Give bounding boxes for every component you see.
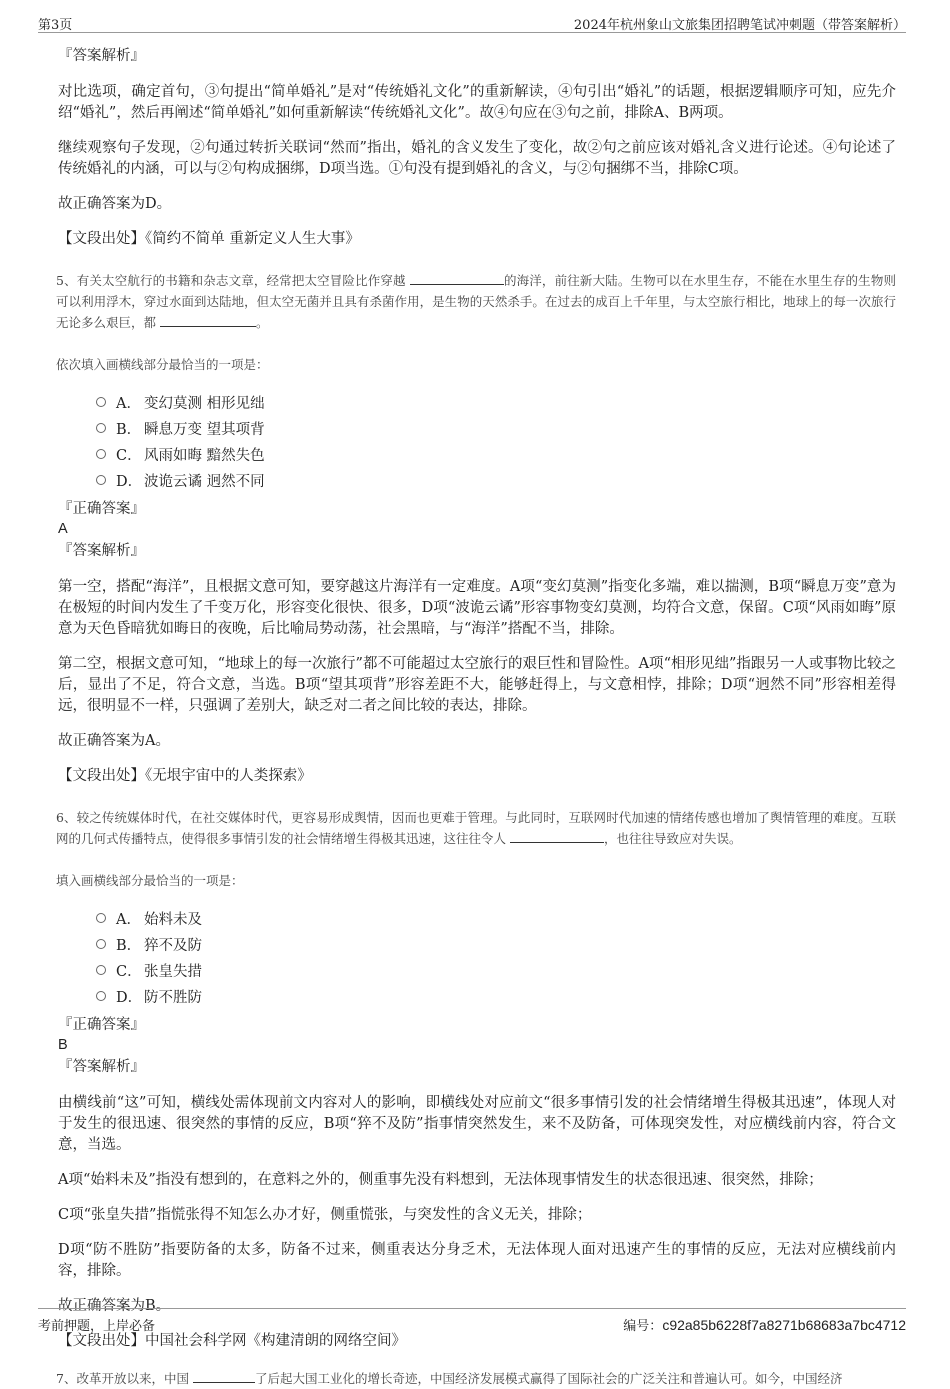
analysis-paragraph: D项“防不胜防”指要防备的太多，防备不过来，侧重表达分身乏术，无法体现人面对迅速产生的事情的反应，无法对应横线前内容，排除。 <box>58 1242 896 1279</box>
analysis-paragraph: 继续观察句子发现，②句通过转折关联词“然而”指出，婚礼的含义发生了变化，故②句之前应该对婚礼含义进行论述。④句论述了传统婚礼的内涵，可以与②句构成捆绑，D项当选。①句没有提到婚礼的含义，与②句捆绑不当，排除C项。 <box>58 140 896 177</box>
analysis-paragraph: C项“张皇失措”指慌张得不知怎么办才好，侧重慌张，与突发性的含义无关，排除； <box>58 1207 592 1223</box>
question-6-text: 6、较之传统媒体时代，在社交媒体时代，更容易形成舆情，因而也更难于管理。与此同时，互联网时代加速的情绪传感也增加了舆情管理的难度。互联网的几何式传播特点，使得很多事情引发的社会情绪增生得极其迅速，这往往令人 ，也往往导致应对失误。 <box>56 810 896 846</box>
fill-blank <box>510 830 604 843</box>
fill-blank <box>160 314 256 327</box>
footer-slogan: 考前押题，上岸必备 <box>38 1319 156 1334</box>
option-b[interactable]: B． 瞬息万变 望其项背 <box>96 415 896 441</box>
analysis-label: 『答案解析』 <box>58 1059 145 1075</box>
option-d[interactable]: D． 波诡云谲 迥然不同 <box>96 467 896 493</box>
analysis-paragraph: 对比选项，确定首句，③句提出“简单婚礼”是对“传统婚礼文化”的重新解读，④句引出“婚礼”的话题，根据逻辑顺序可知，应先介绍“婚礼”，然后再阐述“简单婚礼”如何重新解读“传统婚礼文化”。故④句应在③句之前，排除A、B两项。 <box>58 84 896 121</box>
radio-icon[interactable] <box>96 449 106 459</box>
analysis-paragraph: 第一空，搭配“海洋”，且根据文意可知，要穿越这片海洋有一定难度。A项“变幻莫测”指变化多端，难以揣测，B项“瞬息万变”意为在极短的时间内发生了千变万化，形容变化很快、很多，D项“波诡云谲”形容事物变幻莫测，均符合文意，保留。C项“风雨如晦”原意为天色昏暗犹如晦日的夜晚，后比喻局势动荡，社会黑暗，与“海洋”搭配不当，排除。 <box>58 579 896 637</box>
question-6-prompt: 填入画横线部分最恰当的一项是： <box>56 873 244 888</box>
question-5-options <box>96 389 896 493</box>
radio-icon[interactable] <box>96 965 106 975</box>
analysis-conclusion: 故正确答案为B。 <box>58 1298 171 1314</box>
correct-answer-label: 『正确答案』 <box>58 501 145 517</box>
correct-answer-value: B <box>58 1037 68 1053</box>
page-footer <box>38 1308 906 1334</box>
radio-icon[interactable] <box>96 913 106 923</box>
radio-icon[interactable] <box>96 475 106 485</box>
question-5-prompt: 依次填入画横线部分最恰当的一项是： <box>56 357 269 372</box>
radio-icon[interactable] <box>96 991 106 1001</box>
option-c[interactable]: C． 风雨如晦 黯然失色 <box>96 441 896 467</box>
radio-icon[interactable] <box>96 939 106 949</box>
analysis-conclusion: 故正确答案为A。 <box>58 733 170 749</box>
document-code: 编号：c92a85b6228f7a8271b68683a7bc4712 <box>623 1317 906 1334</box>
source-citation: 【文段出处】中国社会科学网《构建清朗的网络空间》 <box>58 1333 406 1349</box>
option-a[interactable]: A． 始料未及 <box>96 905 896 931</box>
analysis-paragraph: A项“始料未及”指没有想到的，在意料之外的，侧重事先没有料想到，无法体现事情发生的状态很迅速、很突然，排除； <box>58 1172 823 1188</box>
analysis-paragraph: 由横线前“这”可知，横线处需体现前文内容对人的影响，即横线处对应前文“很多事情引发的社会情绪增生得极其迅速”，体现人对于发生的很迅速、很突然的事情的反应，B项“猝不及防”指事情突然发生，来不及防备，可体现突发性，对应横线前内容，符合文意，当选。 <box>58 1095 896 1153</box>
source-citation: 【文段出处】《简约不简单 重新定义人生大事》 <box>58 231 360 247</box>
fill-blank <box>410 272 504 285</box>
correct-answer-label: 『正确答案』 <box>58 1017 145 1033</box>
option-b[interactable]: B． 猝不及防 <box>96 931 896 957</box>
analysis-label: 『答案解析』 <box>58 48 145 64</box>
correct-answer-value: A <box>58 521 68 537</box>
source-citation: 【文段出处】《无垠宇宙中的人类探索》 <box>58 768 312 784</box>
analysis-label: 『答案解析』 <box>58 543 145 559</box>
page-content <box>56 42 896 1389</box>
fill-blank <box>193 1370 255 1383</box>
radio-icon[interactable] <box>96 423 106 433</box>
question-5-text: 5、有关太空航行的书籍和杂志文章，经常把太空冒险比作穿越 的海洋，前往新大陆。生物可以在水里生存，不能在水里生存的生物则可以利用浮木，穿过水面到达陆地，但太空无菌并且具有杀菌作用，是生物的天然杀手。在过去的成百上千年里，与太空旅行相比，地球上的每一次旅行无论多么艰巨，都 。 <box>56 273 896 330</box>
option-d[interactable]: D． 防不胜防 <box>96 983 896 1009</box>
question-6-options <box>96 905 896 1009</box>
radio-icon[interactable] <box>96 397 106 407</box>
option-c[interactable]: C． 张皇失措 <box>96 957 896 983</box>
option-a[interactable]: A． 变幻莫测 相形见绌 <box>96 389 896 415</box>
analysis-conclusion: 故正确答案为D。 <box>58 196 172 212</box>
document-title: 2024年杭州象山文旅集团招聘笔试冲刺题（带答案解析） <box>573 18 906 33</box>
page-header <box>38 12 906 33</box>
question-7-text: 7、改革开放以来，中国 了后起大国工业化的增长奇迹，中国经济发展模式赢得了国际社会的广泛关注和普遍认可。如今，中国经济 <box>56 1371 843 1386</box>
analysis-paragraph: 第二空，根据文意可知，“地球上的每一次旅行”都不可能超过太空旅行的艰巨性和冒险性。A项“相形见绌”指跟另一人或事物比较之后，显出了不足，符合文意，当选。B项“望其项背”形容差距不大，能够赶得上，与文意相悖，排除；D项“迥然不同”形容相差得远，很明显不一样，只强调了差别大，缺乏对二者之间比较的表达，排除。 <box>58 656 896 714</box>
page-number: 第3页 <box>38 18 73 33</box>
